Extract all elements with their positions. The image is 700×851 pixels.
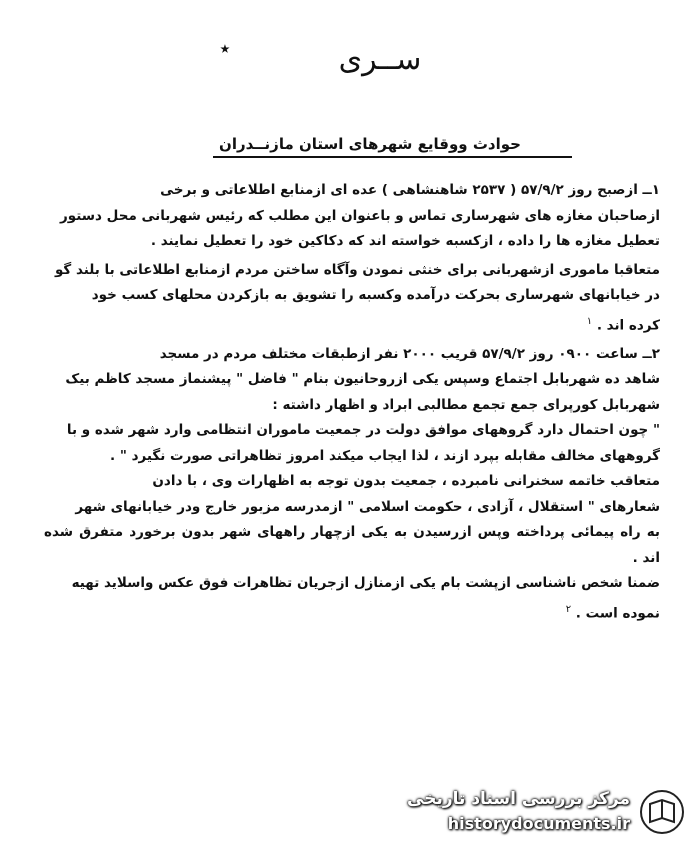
text-line-with-footnote <box>44 309 660 339</box>
text-line: ۱ــ ازصبح روز ۵۷/۹/۲ ( ۲۵۳۷ شاهنشاهی ) عده ای ازمنابع اطلاعاتی و برخی <box>160 182 660 198</box>
footnote-marker: ۲ <box>565 603 572 615</box>
text-line: کرده اند . <box>596 317 660 333</box>
text-line: متعاقبا ماموری ازشهربانی برای خنثی نمودن وآگاه ساختن مردم ازمنابع اطلاعاتی با بلند گو <box>54 261 660 278</box>
document-title: حوادث ووقایع شهرهای استان مازنــدران <box>219 135 521 153</box>
paragraph-2 <box>44 258 660 339</box>
text-line: " چون احتمال دارد گروههای موافق دولت در جمعیت ماموران انتظامی وارد شهر شده و با <box>66 422 660 438</box>
book-logo-icon <box>638 788 686 836</box>
text-line-with-footnote <box>44 597 660 627</box>
text-line: در خیابانهای شهرساری بحرکت درآمده وکسبه را تشویق به بازکردن محلهای کسب خود <box>91 287 660 303</box>
text-line: نموده است . <box>575 605 660 621</box>
classification-label: ســری <box>338 42 422 77</box>
text-line: ۲ــ ساعت ۰۹۰۰ روز ۵۷/۹/۲ قریب ۲۰۰۰ نفر ازطبقات مختلف مردم در مسجد <box>159 345 660 362</box>
header-mark: ٭ <box>219 36 231 60</box>
text-line: شعارهای " استقلال ، آزادی ، حکومت اسلامی " ازمدرسه مزبور خارج ودر خیابانهای شهر <box>75 498 660 515</box>
text-line: گروههای مخالف مقابله بپرد ازند ، لذا ایجاب میکند امروز تظاهراتی صورت نگیرد " . <box>110 447 660 464</box>
text-line: به راه پیمائی پرداخته وپس ازرسیدن به یکی ازچهار راههای شهر بدون برخورد متفرق شده اند . <box>44 524 660 566</box>
watermark-url: historydocuments.ir <box>447 814 630 833</box>
text-line: تعطیل مغازه ها را داده ، ازکسبه خواسته اند که دکاکین خود را تعطیل نمایند . <box>150 233 660 249</box>
document-body <box>44 178 660 630</box>
text-line: شاهد ده شهربابل اجتماع وسپس یکی ازروحانیون بنام " فاضل " پیشنماز مسجد کاظم بیک <box>65 371 660 387</box>
text-line: ازصاحبان مغازه های شهرساری تماس و باعنوان این مطلب که رئیس شهربانی محل دستور <box>60 207 660 224</box>
watermark-title: مرکز بررسی اسناد تاریخی <box>407 789 630 809</box>
title-underline <box>213 156 572 158</box>
paragraph-3 <box>44 342 660 627</box>
watermark <box>386 786 686 840</box>
paragraph-1 <box>44 178 660 255</box>
text-line: شهربابل کورپرای جمع تجمع مطالبی ابراد و اظهار داشته : <box>272 396 660 413</box>
text-line: ضمنا شخص ناشناسی ازپشت بام یکی ازمنازل ازجریان تظاهرات فوق عکس واسلاید تهیه <box>71 575 660 591</box>
text-line: متعاقب خاتمه سخنرانی نامبرده ، جمعیت بدون توجه به اظهارات وی ، با دادن <box>152 473 660 489</box>
footnote-marker: ۱ <box>586 315 593 327</box>
